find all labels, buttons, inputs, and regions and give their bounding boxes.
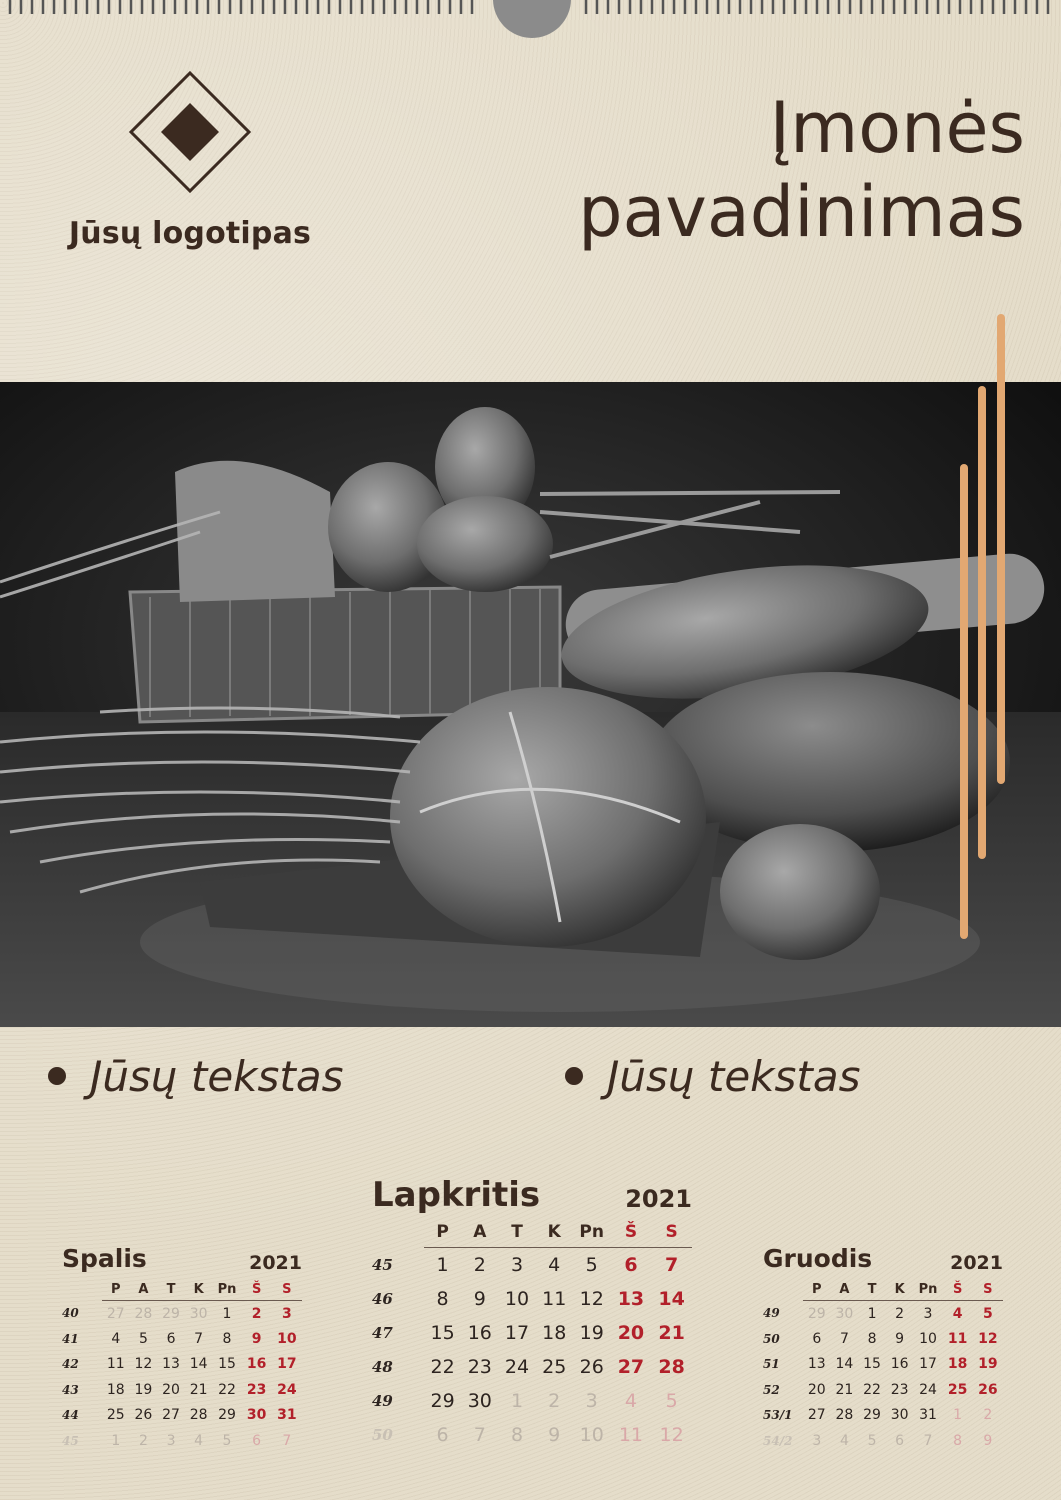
week-row [763,1326,1003,1352]
bullet-text-right [565,1052,860,1101]
day-cell: 10 [277,1330,297,1347]
week-row [62,1403,302,1429]
day-cell: 18 [542,1321,567,1344]
day-cell: 12 [134,1356,153,1373]
day-cell: 1 [436,1253,449,1276]
day-cell: 21 [189,1381,208,1398]
day-cell: 4 [624,1389,637,1412]
year: 2021 [249,1252,302,1274]
bullet-text-left [48,1052,343,1101]
day-cell: 30 [189,1305,208,1322]
day-cell: 28 [134,1305,153,1322]
week-number: 41 [62,1331,79,1346]
day-cell: 7 [839,1330,849,1347]
day-cell: 17 [504,1321,530,1344]
week-row [372,1384,692,1418]
day-cell: 16 [467,1321,492,1344]
day-cell: 9 [251,1330,262,1347]
day-cell: 11 [542,1287,567,1310]
day-cell: 2 [983,1407,993,1424]
day-cell: 3 [923,1305,933,1322]
bread-illustration [0,382,1061,1027]
day-cell: 2 [895,1305,905,1322]
day-cell: 4 [111,1330,121,1347]
calendar-grid [62,1278,302,1454]
day-cell: 1 [953,1407,963,1424]
weekday-label: A [130,1278,158,1301]
day-cell: 19 [978,1356,998,1373]
week-row [372,1282,692,1316]
day-cell: 3 [166,1432,176,1449]
week-number: 45 [372,1255,393,1274]
day-cell: 6 [252,1432,262,1449]
day-cell: 6 [895,1432,905,1449]
day-cell: 26 [978,1381,998,1398]
weekday-label: Š [242,1278,272,1301]
day-cell: 24 [919,1381,937,1398]
day-cell: 4 [839,1432,849,1449]
day-cell: 7 [473,1423,486,1446]
day-cell: 7 [282,1432,292,1449]
day-cell: 6 [436,1423,449,1446]
day-cell: 24 [504,1355,530,1378]
day-cell: 5 [222,1432,232,1449]
day-cell: 7 [194,1330,204,1347]
week-row [62,1301,302,1327]
logo [40,70,340,251]
week-row [763,1403,1003,1429]
week-row [372,1350,692,1384]
week-number: 46 [372,1289,393,1308]
week-number: 50 [763,1331,780,1346]
day-cell: 28 [658,1355,685,1378]
day-cell: 14 [835,1356,854,1373]
calendar-grid [763,1278,1003,1454]
day-cell: 11 [618,1423,644,1446]
day-cell: 22 [863,1381,881,1398]
month-name: Lapkritis [372,1175,541,1215]
week-number: 47 [372,1323,393,1342]
day-cell: 30 [890,1407,909,1424]
day-cell: 9 [473,1287,486,1310]
day-cell: 10 [919,1330,937,1347]
day-cell: 30 [835,1305,854,1322]
weekday-label: T [858,1278,886,1301]
day-cell: 29 [430,1389,455,1412]
week-row [372,1418,692,1452]
day-cell: 18 [106,1381,125,1398]
day-cell: 20 [807,1381,826,1398]
weekday-label: S [272,1278,302,1301]
bread-photo [0,382,1061,1027]
day-cell: 22 [430,1355,455,1378]
company-name-line1: Įmonės [769,87,1025,169]
calendar-october [62,1244,302,1454]
weekday-label: Š [943,1278,973,1301]
day-cell: 21 [835,1381,854,1398]
day-cell: 12 [978,1330,998,1347]
day-cell: 4 [548,1253,561,1276]
day-cell: 17 [919,1356,937,1373]
week-number: 45 [62,1433,79,1448]
day-cell: 28 [835,1407,854,1424]
day-cell: 14 [189,1356,208,1373]
day-cell: 1 [867,1305,877,1322]
calendar-header [372,1175,692,1217]
weekday-label: T [498,1217,535,1248]
day-cell: 9 [895,1330,905,1347]
weekday-label: S [973,1278,1003,1301]
day-cell: 11 [947,1330,968,1347]
day-cell: 21 [658,1321,685,1344]
day-cell: 19 [134,1381,153,1398]
weekday-label: K [886,1278,914,1301]
weekday-label: K [536,1217,573,1248]
bullet-text-left-label: Jūsų tekstas [90,1052,344,1101]
week-number: 49 [372,1391,393,1410]
year: 2021 [950,1252,1003,1274]
day-cell: 7 [665,1253,679,1276]
weekday-label: P [803,1278,831,1301]
day-cell: 1 [111,1432,121,1449]
day-cell: 13 [807,1356,826,1373]
day-cell: 27 [617,1355,645,1378]
day-cell: 26 [579,1355,604,1378]
week-number-header [763,1278,803,1301]
day-cell: 18 [947,1356,968,1373]
day-cell: 30 [467,1389,492,1412]
day-cell: 14 [658,1287,685,1310]
day-cell: 3 [585,1389,598,1412]
week-number-header [62,1278,102,1301]
day-cell: 9 [548,1423,561,1446]
day-cell: 5 [982,1305,993,1322]
day-cell: 2 [251,1305,262,1322]
day-cell: 27 [807,1407,826,1424]
day-cell: 10 [579,1423,604,1446]
weekday-label: K [185,1278,213,1301]
day-cell: 27 [106,1305,125,1322]
week-number: 40 [62,1306,79,1321]
month-name: Gruodis [763,1244,873,1273]
day-cell: 31 [919,1407,937,1424]
day-cell: 26 [134,1407,153,1424]
day-cell: 16 [890,1356,909,1373]
week-number: 48 [372,1357,393,1376]
day-cell: 29 [162,1305,180,1322]
week-number: 43 [62,1382,79,1397]
day-cell: 5 [585,1253,598,1276]
weekday-label: S [651,1217,692,1248]
day-cell: 4 [952,1305,963,1322]
week-number: 52 [763,1382,780,1397]
day-cell: 30 [246,1407,267,1424]
calendar-header [763,1244,1003,1278]
day-cell: 16 [246,1356,267,1373]
day-cell: 8 [867,1330,877,1347]
day-cell: 1 [222,1305,232,1322]
day-cell: 23 [246,1381,267,1398]
day-cell: 29 [218,1407,236,1424]
weekday-label: P [102,1278,130,1301]
day-cell: 12 [659,1423,684,1446]
day-cell: 6 [166,1330,176,1347]
week-row [763,1301,1003,1327]
year: 2021 [625,1185,692,1213]
week-row [372,1248,692,1282]
day-cell: 2 [548,1389,561,1412]
day-cell: 28 [189,1407,208,1424]
calendar-header [62,1244,302,1278]
calendar-november [372,1175,692,1452]
day-cell: 7 [923,1432,933,1449]
day-cell: 8 [510,1423,524,1446]
day-cell: 13 [162,1356,180,1373]
day-cell: 24 [277,1381,297,1398]
day-cell: 1 [510,1389,524,1412]
day-cell: 22 [218,1381,236,1398]
week-row [62,1428,302,1454]
week-number-header [372,1217,424,1248]
week-row [62,1377,302,1403]
company-name-line2: pavadinimas [578,171,1025,253]
day-cell: 23 [890,1381,909,1398]
day-cell: 20 [162,1381,180,1398]
day-cell: 5 [138,1330,148,1347]
day-cell: 6 [812,1330,822,1347]
week-number: 42 [62,1357,79,1372]
calendar-december [763,1244,1003,1454]
week-row [763,1428,1003,1454]
day-cell: 12 [579,1287,604,1310]
bullet-text-right-label: Jūsų tekstas [607,1052,861,1101]
day-cell: 31 [277,1407,297,1424]
bullet-dot [565,1067,583,1085]
weekday-label: Š [611,1217,652,1248]
day-cell: 15 [863,1356,881,1373]
week-number: 54/2 [763,1433,793,1448]
week-number: 53/1 [763,1408,793,1423]
day-cell: 29 [807,1305,826,1322]
day-cell: 15 [218,1356,236,1373]
day-cell: 9 [983,1432,993,1449]
day-cell: 25 [106,1407,125,1424]
weekday-label: A [461,1217,498,1248]
day-cell: 8 [953,1432,963,1449]
day-cell: 25 [542,1355,567,1378]
week-number: 51 [763,1357,780,1372]
day-cell: 2 [473,1253,486,1276]
day-cell: 3 [510,1253,524,1276]
day-cell: 11 [106,1356,125,1373]
day-cell: 20 [617,1321,645,1344]
calendar-grid [372,1217,692,1452]
day-cell: 8 [436,1287,449,1310]
day-cell: 13 [617,1287,645,1310]
diamond-logo-icon [128,70,252,194]
day-cell: 10 [504,1287,530,1310]
weekday-label: A [831,1278,859,1301]
week-row [763,1377,1003,1403]
day-cell: 27 [162,1407,180,1424]
day-cell: 6 [624,1253,638,1276]
day-cell: 3 [281,1305,292,1322]
bullet-dot [48,1067,66,1085]
week-row [763,1352,1003,1378]
day-cell: 8 [222,1330,232,1347]
week-row [372,1316,692,1350]
day-cell: 5 [867,1432,877,1449]
week-row [62,1352,302,1378]
weekday-label: P [424,1217,461,1248]
day-cell: 4 [194,1432,204,1449]
day-cell: 17 [277,1356,297,1373]
week-row [62,1326,302,1352]
company-name [578,86,1025,254]
weekday-label: Pn [913,1278,942,1301]
weekday-label: Pn [573,1217,611,1248]
logo-text: Jūsų logotipas [68,216,312,251]
week-number: 44 [62,1408,79,1423]
day-cell: 3 [812,1432,822,1449]
week-number: 49 [763,1306,780,1321]
weekday-label: Pn [212,1278,241,1301]
day-cell: 29 [863,1407,881,1424]
weekday-label: T [157,1278,185,1301]
day-cell: 23 [467,1355,492,1378]
month-name: Spalis [62,1244,147,1273]
week-number: 50 [372,1425,393,1444]
day-cell: 5 [665,1389,678,1412]
day-cell: 25 [947,1381,968,1398]
day-cell: 15 [430,1321,455,1344]
day-cell: 2 [138,1432,148,1449]
day-cell: 19 [579,1321,604,1344]
